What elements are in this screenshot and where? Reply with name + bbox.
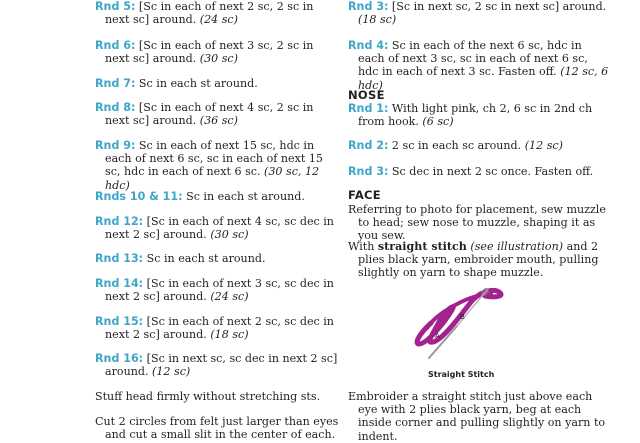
round-text: [Sc in each of next 2 sc, 2 sc in next sc] around. (105, 0, 314, 27)
round-label: Rnd 16: (95, 352, 144, 365)
round-label: Rnd 5: (95, 0, 136, 13)
round-text: Sc in each st around. (182, 190, 305, 203)
cut-instruction: Cut 2 circles from felt just larger than eyes and cut a small slit in the center of each. (95, 415, 339, 442)
face-paragraph-1: Referring to photo for placement, sew muzzle to head; sew nose to muzzle, shaping it as you sew. (348, 203, 606, 243)
round-label: Rnd 7: (95, 77, 136, 90)
nose-heading: NOSE (348, 88, 385, 102)
round-7 (95, 77, 340, 90)
round-label: Rnd 2: (348, 139, 389, 152)
stitch-count: (12 sc) (152, 365, 191, 379)
round-text: [Sc in each of next 2 sc, sc dec in next 2 sc] around. (105, 315, 334, 342)
round-text: [Sc in each of next 4 sc, 2 sc in next sc] around. (105, 101, 314, 128)
round-15 (95, 315, 340, 341)
point-b-label: B (460, 313, 465, 321)
face-heading: FACE (348, 188, 381, 202)
round-13 (95, 252, 340, 265)
stitch-count: (18 sc) (358, 13, 397, 27)
round-12 (95, 215, 340, 241)
round-text: Sc in each of the next 6 sc, hdc in each of next 3 sc, sc in each of next 6 sc, hdc in each of next 3 sc. Fasten off. (358, 39, 588, 79)
round-text: [Sc in next sc, sc dec in next 2 sc] around. (105, 352, 338, 379)
stitch-count: (36 sc) (199, 114, 238, 128)
round-label: Rnd 8: (95, 101, 136, 114)
stitch-count: (6 sc) (422, 115, 454, 129)
round-8 (95, 101, 340, 127)
round-text: [Sc in each of next 3 sc, 2 sc in next sc] around. (105, 39, 314, 66)
round-9 (95, 139, 340, 192)
round-text: 2 sc in each sc around. (388, 139, 525, 152)
stitch-count: (30 sc) (210, 228, 249, 242)
round-text: Sc in each st around. (135, 77, 258, 90)
round-text: [Sc in next sc, 2 sc in next sc] around. (388, 0, 607, 13)
round-14 (95, 277, 340, 303)
text-run: and 2 plies black yarn, embroider mouth, pulling slightly on yarn to shape muzzle. (358, 240, 599, 280)
stitch-count: (30 sc) (199, 52, 238, 66)
nose-round-2 (348, 139, 610, 152)
round-label: Rnd 9: (95, 139, 136, 152)
nose-round-3 (348, 165, 610, 178)
round-6 (95, 39, 340, 65)
illustration-caption: Straight Stitch (428, 370, 495, 379)
round-text: Sc in each st around. (143, 252, 266, 265)
round-text: [Sc in each of next 4 sc, sc dec in next 2 sc] around. (105, 215, 334, 242)
round-label: Rnd 4: (348, 39, 389, 52)
round-5 (95, 0, 340, 26)
see-illustration-note: (see illustration) (466, 240, 564, 253)
stitch-name: straight stitch (377, 240, 467, 253)
stitch-count: (12 sc, 6 hdc) (358, 65, 609, 92)
round-text: Sc dec in next 2 sc once. Fasten off. (388, 165, 594, 178)
point-a-label: A (435, 332, 440, 340)
round-label: Rnd 6: (95, 39, 136, 52)
stitch-count: (30 sc, 12 hdc) (105, 165, 320, 192)
stitch-count: (12 sc) (524, 139, 563, 152)
face-paragraph-2 (348, 240, 610, 280)
straight-stitch-illustration (405, 282, 525, 370)
round-label: Rnd 3: (348, 0, 389, 13)
round-3 (348, 0, 610, 26)
stuff-instruction: Stuff head firmly without stretching sts. (95, 390, 321, 403)
nose-round-1 (348, 102, 610, 128)
round-label: Rnd 1: (348, 102, 389, 115)
round-16 (95, 352, 340, 378)
stitch-count: (18 sc) (210, 328, 249, 342)
round-label: Rnd 13: (95, 252, 144, 265)
round-label: Rnd 14: (95, 277, 144, 290)
round-label: Rnd 15: (95, 315, 144, 328)
rounds-10-11 (95, 190, 340, 203)
round-text: Sc in each of next 15 sc, hdc in each of next 6 sc, sc in each of next 15 sc, hdc in each of next 6 sc. (105, 139, 323, 179)
round-label: Rnd 3: (348, 165, 389, 178)
round-label: Rnd 12: (95, 215, 144, 228)
text-run: With (348, 240, 378, 253)
stitch-count: (24 sc) (199, 13, 238, 27)
stitch-count: (24 sc) (210, 290, 249, 304)
face-paragraph-3: Embroider a straight stitch just above each eye with 2 plies black yarn, beg at each inside corner and pulling slightly on yarn to indent. (348, 390, 606, 443)
round-text: [Sc in each of next 3 sc, sc dec in next 2 sc] around. (105, 277, 334, 304)
round-4 (348, 39, 610, 92)
round-text: With light pink, ch 2, 6 sc in 2nd ch from hook. (358, 102, 593, 129)
round-label: Rnds 10 & 11: (95, 190, 183, 203)
